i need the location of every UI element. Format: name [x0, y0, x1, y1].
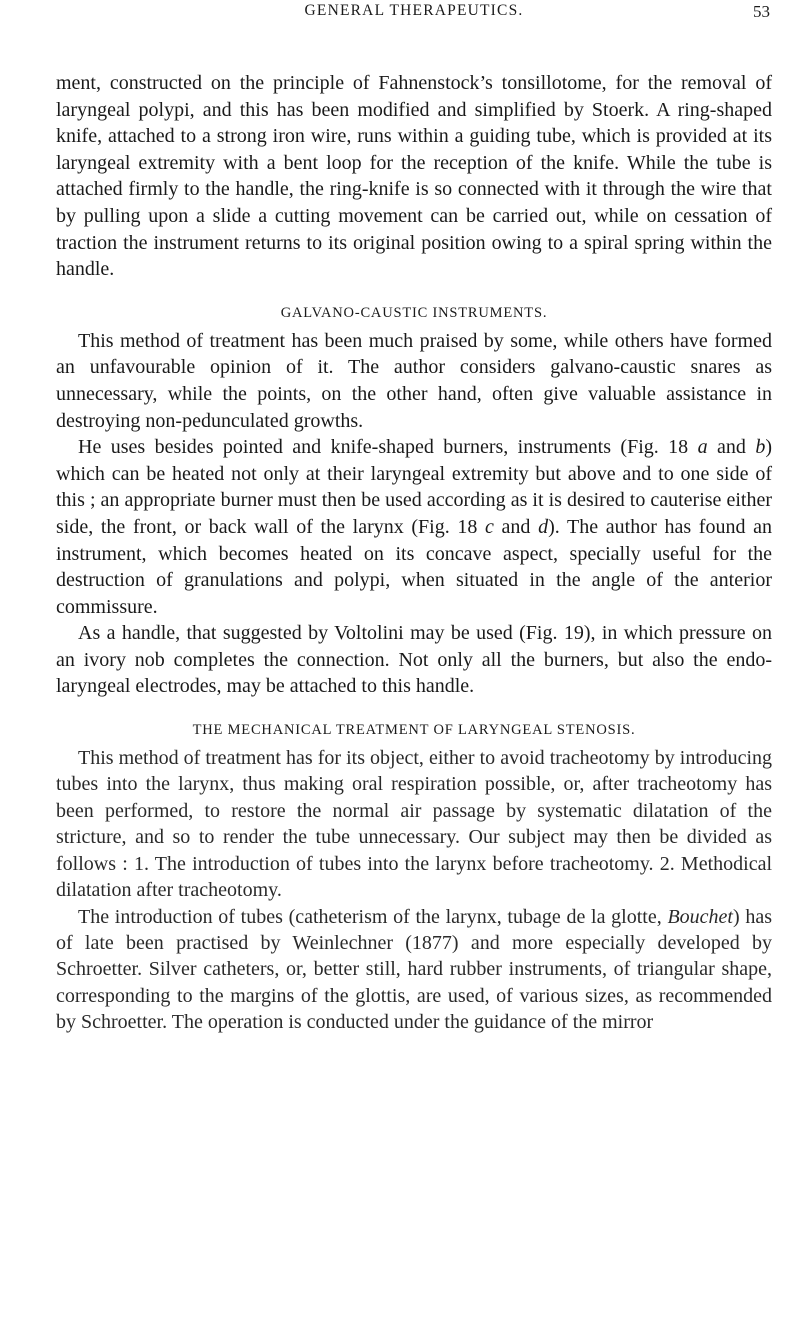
text-run: and [493, 515, 539, 538]
figure-label-c: c [485, 515, 494, 538]
text-run: and [707, 436, 756, 459]
paragraph-mechanical-method: This method of treatment has for its object, either to avoid tracheotomy by introducing tubes into the larynx, thus making oral respiration possible, or, after tracheotomy has been performed, to restore the normal air passage by systematic dilatation of the stricture, and so to render the tube unnecessary. Our subject may then be divided as follows : 1. The introduction of tubes into the larynx before tracheotomy. 2. Methodical dilatation after tracheotomy. [56, 747, 772, 902]
figure-label-a: a [697, 436, 708, 459]
paragraph-handle: As a handle, that suggested by Voltolini may be used (Fig. 19), in which pressure on an ivory nob completes the connection. Not only all the burners, but also the endo-laryngeal electrodes, may be attached to this handle. [56, 622, 772, 698]
section-heading-galvano-caustic: GALVANO-CAUSTIC INSTRUMENTS. [280, 304, 548, 321]
text-run: He uses besides pointed and knife-shaped burners, instruments (Fig. 18 [78, 436, 698, 459]
section-heading-mechanical-treatment: THE MECHANICAL TREATMENT OF LARYNGEAL STENOSIS. [192, 722, 636, 739]
figure-label-b: b [755, 436, 766, 459]
text-run: The introduction of tubes (catheterism of the larynx, tubage de la glotte, [78, 905, 668, 928]
text-run: ) has of late been practised by Weinlechner (1877) and more especially developed by Schroetter. Silver catheters, or, better still, hard rubber instruments, of triangular shape, corresponding to the margins of the glottis, are used, of various sizes, as recommended by Schroetter. The operation is conducted under the guidance of the mirror [56, 905, 772, 1034]
running-title: GENERAL THERAPEUTICS. [304, 2, 524, 19]
text-run: ) which can be heated not only at their laryngeal extremity but above and to one side of this ; an appropriate burner must then be used according as it is desired to cauterise either side, the front, or back wall of the larynx (Fig. 18 [56, 436, 772, 538]
paragraph-tubes [56, 904, 772, 1036]
book-page [56, 0, 772, 1323]
paragraph-continued: ment, constructed on the principle of Fahnenstock’s tonsillotome, for the removal of laryngeal polypi, and this has been modified and simplified by Stoerk. A ring-shaped knife, attached to a strong iron wire, runs within a guiding tube, which is provided at its laryngeal extremity with a bent loop for the reception of the knife. While the tube is attached firmly to the handle, the ring-knife is so connected with it through the wire that by pulling upon a slide a cutting movement can be carried out, while on cessation of traction the instrument returns to its original position owing to a spiral spring within the handle. [56, 72, 772, 281]
author-name-italic: Bouchet [667, 905, 733, 928]
paragraph-burners [56, 434, 772, 620]
page-number: 53 [753, 2, 770, 21]
figure-label-d: d [538, 515, 549, 538]
running-head [56, 0, 772, 44]
text-run: ). The author has found an instrument, which becomes heated on its concave aspect, specially useful for the destruction of granulations and polypi, when situated in the angle of the anterior commissure. [56, 515, 772, 618]
paragraph-galvano-method: This method of treatment has been much praised by some, while others have formed an unfavourable opinion of it. The author considers galvano-caustic snares as unnecessary, while the points, on the other hand, often give valuable assistance in destroying non-pedunculated growths. [56, 329, 772, 432]
